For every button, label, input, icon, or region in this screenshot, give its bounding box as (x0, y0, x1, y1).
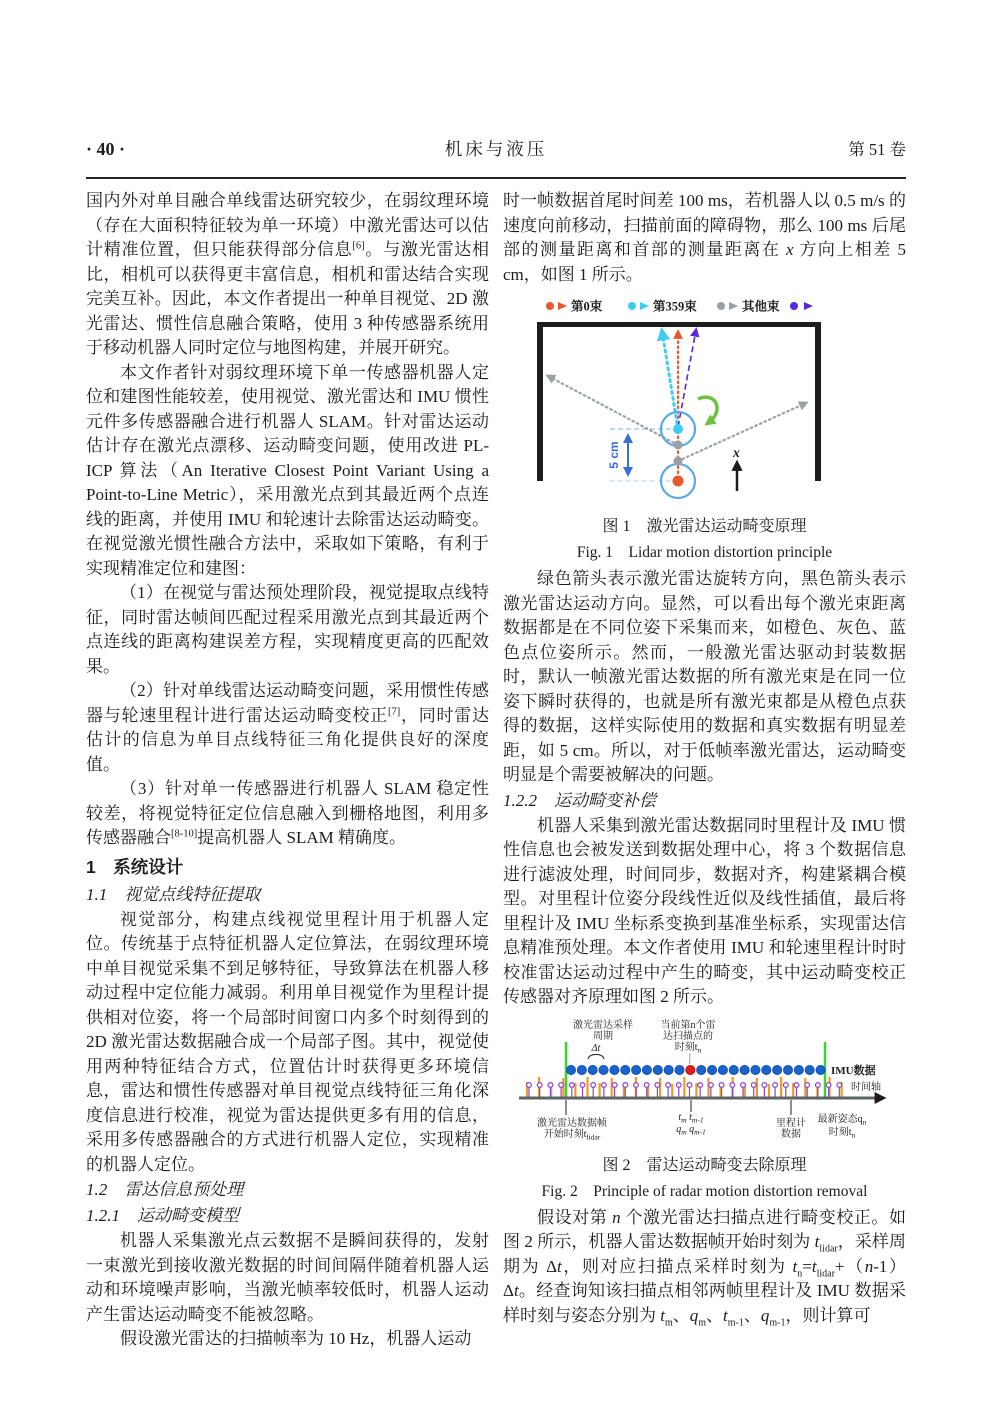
figure2-distortion-removal-diagram (515, 1018, 895, 1144)
laser-beams (548, 330, 806, 478)
measure-label-5cm: 5 cm (607, 441, 621, 469)
math-sub: lidar (816, 1267, 835, 1279)
text-run: （3）针对单一传感器进行机器人 SLAM 稳定性较差，将视觉特征定位信息融入到栅格地图，利用多传感器融合 (86, 779, 489, 847)
current-point-pointer (689, 1053, 690, 1064)
rotation-arrow-icon (698, 397, 717, 423)
figure1-legend (546, 299, 813, 314)
text-run: 个激光雷达扫描点进行畸变校正。如图 2 所示，机器人雷达数据帧开始时刻为 (503, 1207, 907, 1251)
page-number: · 40 · (86, 139, 126, 159)
math-var: n (612, 1207, 621, 1227)
pose-dot-cyan (673, 424, 683, 434)
citation-ref: [6] (352, 240, 365, 252)
two-column-body (86, 189, 906, 1352)
math-var: t (660, 1305, 665, 1325)
label-current-point-line1: 当前第n个雷 (660, 1019, 715, 1031)
paragraph: 绿色箭头表示激光雷达旋转方向，黑色箭头表示激光雷达运动方向。显然，可以看出每个激光束距离数据都是在不同位姿下采集而来，如橙色、灰色、蓝色点位姿所示。然而，一般激光雷达驱动封装数据时，默认一帧激光雷达数据的所有激光束是在同一位姿下瞬时获得的，也就是所有激光束都是从橙色点获得的数据，这样实际使用的数据和真实数据有明显差距，如 5 cm。所以，对于低帧率激光雷达，运动畸变明显是个需要被解决的问题。 (503, 569, 906, 784)
citation-ref: [8-10] (171, 828, 198, 840)
left-column (86, 189, 489, 1352)
text-run: ，则对应扫描点采样时刻为 (561, 1256, 793, 1276)
paragraph: 机器人采集激光点云数据不是瞬间获得的，发射一束激光到接收激光数据的时间间隔伴随着机器人运动和环境噪声影响，当激光帧率较低时，机器人运动产生雷达运动畸变不能被忽略。 (86, 1231, 489, 1324)
math-sub: lidar (819, 1243, 838, 1255)
text-run: 、 (706, 1305, 724, 1325)
figure2-caption-en: Fig. 2 Principle of radar motion distortion removal (541, 1182, 868, 1200)
pose-dot-orange (673, 476, 684, 487)
label-tm: $t_m$ $t_{m-1}$ (677, 1111, 704, 1124)
math-var: t (723, 1305, 728, 1325)
pose-dot-gray-2 (674, 457, 683, 466)
legend-label-beam0: 第0束 (571, 299, 603, 314)
label-odom-line2: 数据 (780, 1128, 801, 1140)
label-frame-start-line1: 激光雷达数据帧 (536, 1117, 607, 1129)
imu-dots (566, 1065, 825, 1074)
beam-other-left (548, 376, 678, 445)
paragraph (86, 679, 489, 777)
legend-dot-beam0 (546, 302, 554, 310)
math-sub: m (698, 1316, 707, 1328)
figure-1 (503, 295, 906, 565)
paragraph: 假设激光雷达的扫描帧率为 10 Hz，机器人运动 (120, 1329, 472, 1348)
math-var: t (513, 1281, 519, 1300)
odom-ticks (527, 1077, 842, 1098)
subsection-heading-1-2: 1.2 雷达信息预处理 (86, 1180, 244, 1199)
label-current-point-line2: 达扫描点的 (662, 1030, 713, 1042)
math-sub: n (797, 1267, 803, 1279)
math-var: q (689, 1305, 699, 1325)
paragraph (86, 777, 489, 851)
text-run: 提高机器人 SLAM 精确度。 (197, 828, 406, 847)
paragraph: （1）在视觉与雷达预处理阶段，视觉提取点线特征，同时雷达帧间匹配过程采用激光点到其最近两个点连线的距离构建误差方程，实现精度更高的匹配效果。 (86, 583, 489, 676)
paragraph: 视觉部分，构建点线视觉里程计用于机器人定位。传统基于点特征机器人定位算法，在弱纹理环境中单目视觉采集不到足够特征，导致算法在机器人移动过程中定位能力减弱。利用单目视觉作为里程计提供相对位姿，将一个局部时间窗口内多个时刻得到的 2D 激光雷达数据融合成一个局部子图。其中，视觉使用两种特征结合方式，位置估计时获得更多环境信息，雷达和惯性传感器对单目视觉点线特征三角化深度信息进行校准，视觉为雷达提供更多有用的信息，采用多传感器融合的方式进行机器人定位，实现精准的机器人定位。 (86, 909, 489, 1174)
volume-label: 第 51 卷 (848, 140, 906, 159)
figure1-lidar-distortion-diagram (532, 295, 877, 505)
page-header (86, 136, 906, 161)
paragraph (86, 189, 489, 361)
paragraph (503, 1206, 906, 1329)
text-run: 方向上相差 5 cm，如图 1 所示。 (503, 240, 907, 284)
paragraph: 本文作者针对弱纹理环境下单一传感器机器人定位和建图性能较差，使用视觉、激光雷达和 IMU 惯性元件多传感器融合进行机器人 SLAM。针对雷达运动估计存在激光点漂移、运动畸变问题，使用改进 PL-ICP 算法（An Iterative Closest Point Variant Using a Point-to-Line Metric），采用激光点到其最近两个点连线的距离，并使用 IMU 和轮速计去除雷达运动畸变。在视觉激光惯性融合方法中，采取如下策略，有利于实现精准定位和建图： (86, 362, 489, 578)
section-heading-1: 1 系统设计 (86, 856, 184, 877)
text-run: 假设对第 (537, 1207, 613, 1227)
figure1-caption-en: Fig. 1 Lidar motion distortion principle (576, 544, 833, 561)
legend-dot-other (717, 302, 725, 310)
beam-other-right (678, 403, 806, 461)
text-run: ，则计算可 (785, 1305, 871, 1325)
label-frame-start-line2: 开始时刻$t_{lidar}$ (543, 1128, 600, 1141)
legend-arrow-other-icon (729, 302, 738, 310)
math-sub: m-1 (769, 1316, 786, 1328)
label-qm: $q_m$ $q_{m-1}$ (675, 1123, 706, 1136)
label-time-axis: 时间轴 (850, 1081, 881, 1093)
figure1-caption-zh: 图 1 激光雷达运动畸变原理 (602, 518, 807, 535)
text-run: 时一帧数据首尾时间差 100 ms，若机器人以 0.5 m/s 的速度向前移动，扫描前面的障碍物，那么 100 ms 后尾部的测量距离和首部的测量距离在 (503, 191, 906, 259)
text-run: +（ (834, 1256, 865, 1276)
math-sub: m (664, 1316, 673, 1328)
legend-dot-beam359 (628, 302, 636, 310)
paragraph (503, 189, 906, 287)
paragraph: 机器人采集到激光雷达数据同时里程计及 IMU 惯性信息也会被发送到数据处理中心，将 3 个数据信息进行滤波处理，时间同步，数据对齐，构建紧耦合模型。对里程计位姿分段线性近似及线性插值，最后将里程计及 IMU 坐标系变换到基准坐标系，实现雷达信息精准预处理。本文作者使用 IMU 和轮速里程计时时校准雷达运动过程中产生的畸变，其中运动畸变校正传感器对齐原理如图 2 所示。 (503, 815, 906, 1006)
subsection-heading-1-1: 1.1 视觉点线特征提取 (86, 884, 261, 904)
legend-label-other: 其他束 (742, 299, 780, 314)
text-run: 。与激光雷达相比，相机可以获得更丰富信息，相机和雷达结合实现完美互补。因此，本文作者提出一种单目视觉、2D 激光雷达、惯性信息融合策略，使用 3 种传感器系统用于移动机器人同时定位与地图构建，并展开研究。 (86, 240, 490, 357)
legend-label-beam359: 第359束 (653, 299, 697, 314)
label-sampling-period-line2: 周期 (592, 1030, 613, 1042)
text-run: （2）针对单线雷达运动畸变问题，采用惯性传感器与轮速里程计进行雷达运动畸变校正 (86, 681, 489, 725)
right-column (503, 189, 906, 1352)
label-imu-data: IMU数据 (830, 1064, 876, 1077)
subsection-heading-1-2-2: 1.2.2 运动畸变补偿 (503, 790, 656, 810)
label-latest-pose-line2: 时刻$t_n$ (828, 1126, 855, 1139)
label-sampling-period-line1: 激光雷达采样 (572, 1019, 633, 1031)
math-var: t (557, 1256, 562, 1276)
label-current-point-line3: 时刻$t_n$ (674, 1041, 701, 1054)
text-run: 、 (743, 1305, 761, 1325)
label-latest-pose-line1: 最新姿态$q_n$ (817, 1113, 866, 1126)
header-rule (86, 177, 906, 179)
journal-title: 机床与液压 (444, 139, 548, 159)
label-odom-line1: 里程计 (775, 1117, 806, 1129)
legend-arrow-extra-icon (804, 302, 813, 310)
figure2-caption-zh: 图 2 雷达运动畸变去除原理 (602, 1156, 807, 1174)
text-run: = (802, 1256, 812, 1276)
label-delta-t: Δt (591, 1042, 600, 1054)
legend-arrow-beam359-icon (640, 302, 649, 310)
citation-ref: [7] (387, 705, 401, 717)
math-var: n (864, 1256, 874, 1276)
text-run: 国内外对单目融合单线雷达研究较少，在弱纹理环境（存在大面积特征较为单一环境）中激光雷达可以估计精准位置，但只能获得部分信息 (86, 191, 489, 259)
legend-arrow-beam0-icon (558, 302, 567, 310)
math-sub: m-1 (727, 1316, 744, 1328)
text-run: ，同时雷达估计的信息为单目点线特征三角化提供良好的深度值。 (86, 705, 490, 774)
math-var: t (811, 1256, 817, 1276)
math-var: x (786, 240, 794, 259)
figure-2 (503, 1018, 906, 1204)
x-axis-label: x (733, 445, 740, 460)
math-var: t (814, 1232, 820, 1251)
text-run: 、 (672, 1305, 690, 1325)
text-run: ，采样周期为 Δ (503, 1232, 906, 1276)
math-var: t (792, 1256, 798, 1276)
text-run: 。经查询知该扫描点相邻两帧里程计及 IMU 数据采样时刻与姿态分别为 (503, 1281, 906, 1325)
delta-t-brace (588, 1054, 604, 1059)
math-var: q (760, 1305, 770, 1325)
subsection-heading-1-2-1: 1.2.1 运动畸变模型 (86, 1206, 239, 1225)
pose-dot-gray-1 (674, 441, 683, 450)
legend-dot-extra (790, 302, 798, 310)
text-run: -1）Δ (503, 1256, 907, 1300)
